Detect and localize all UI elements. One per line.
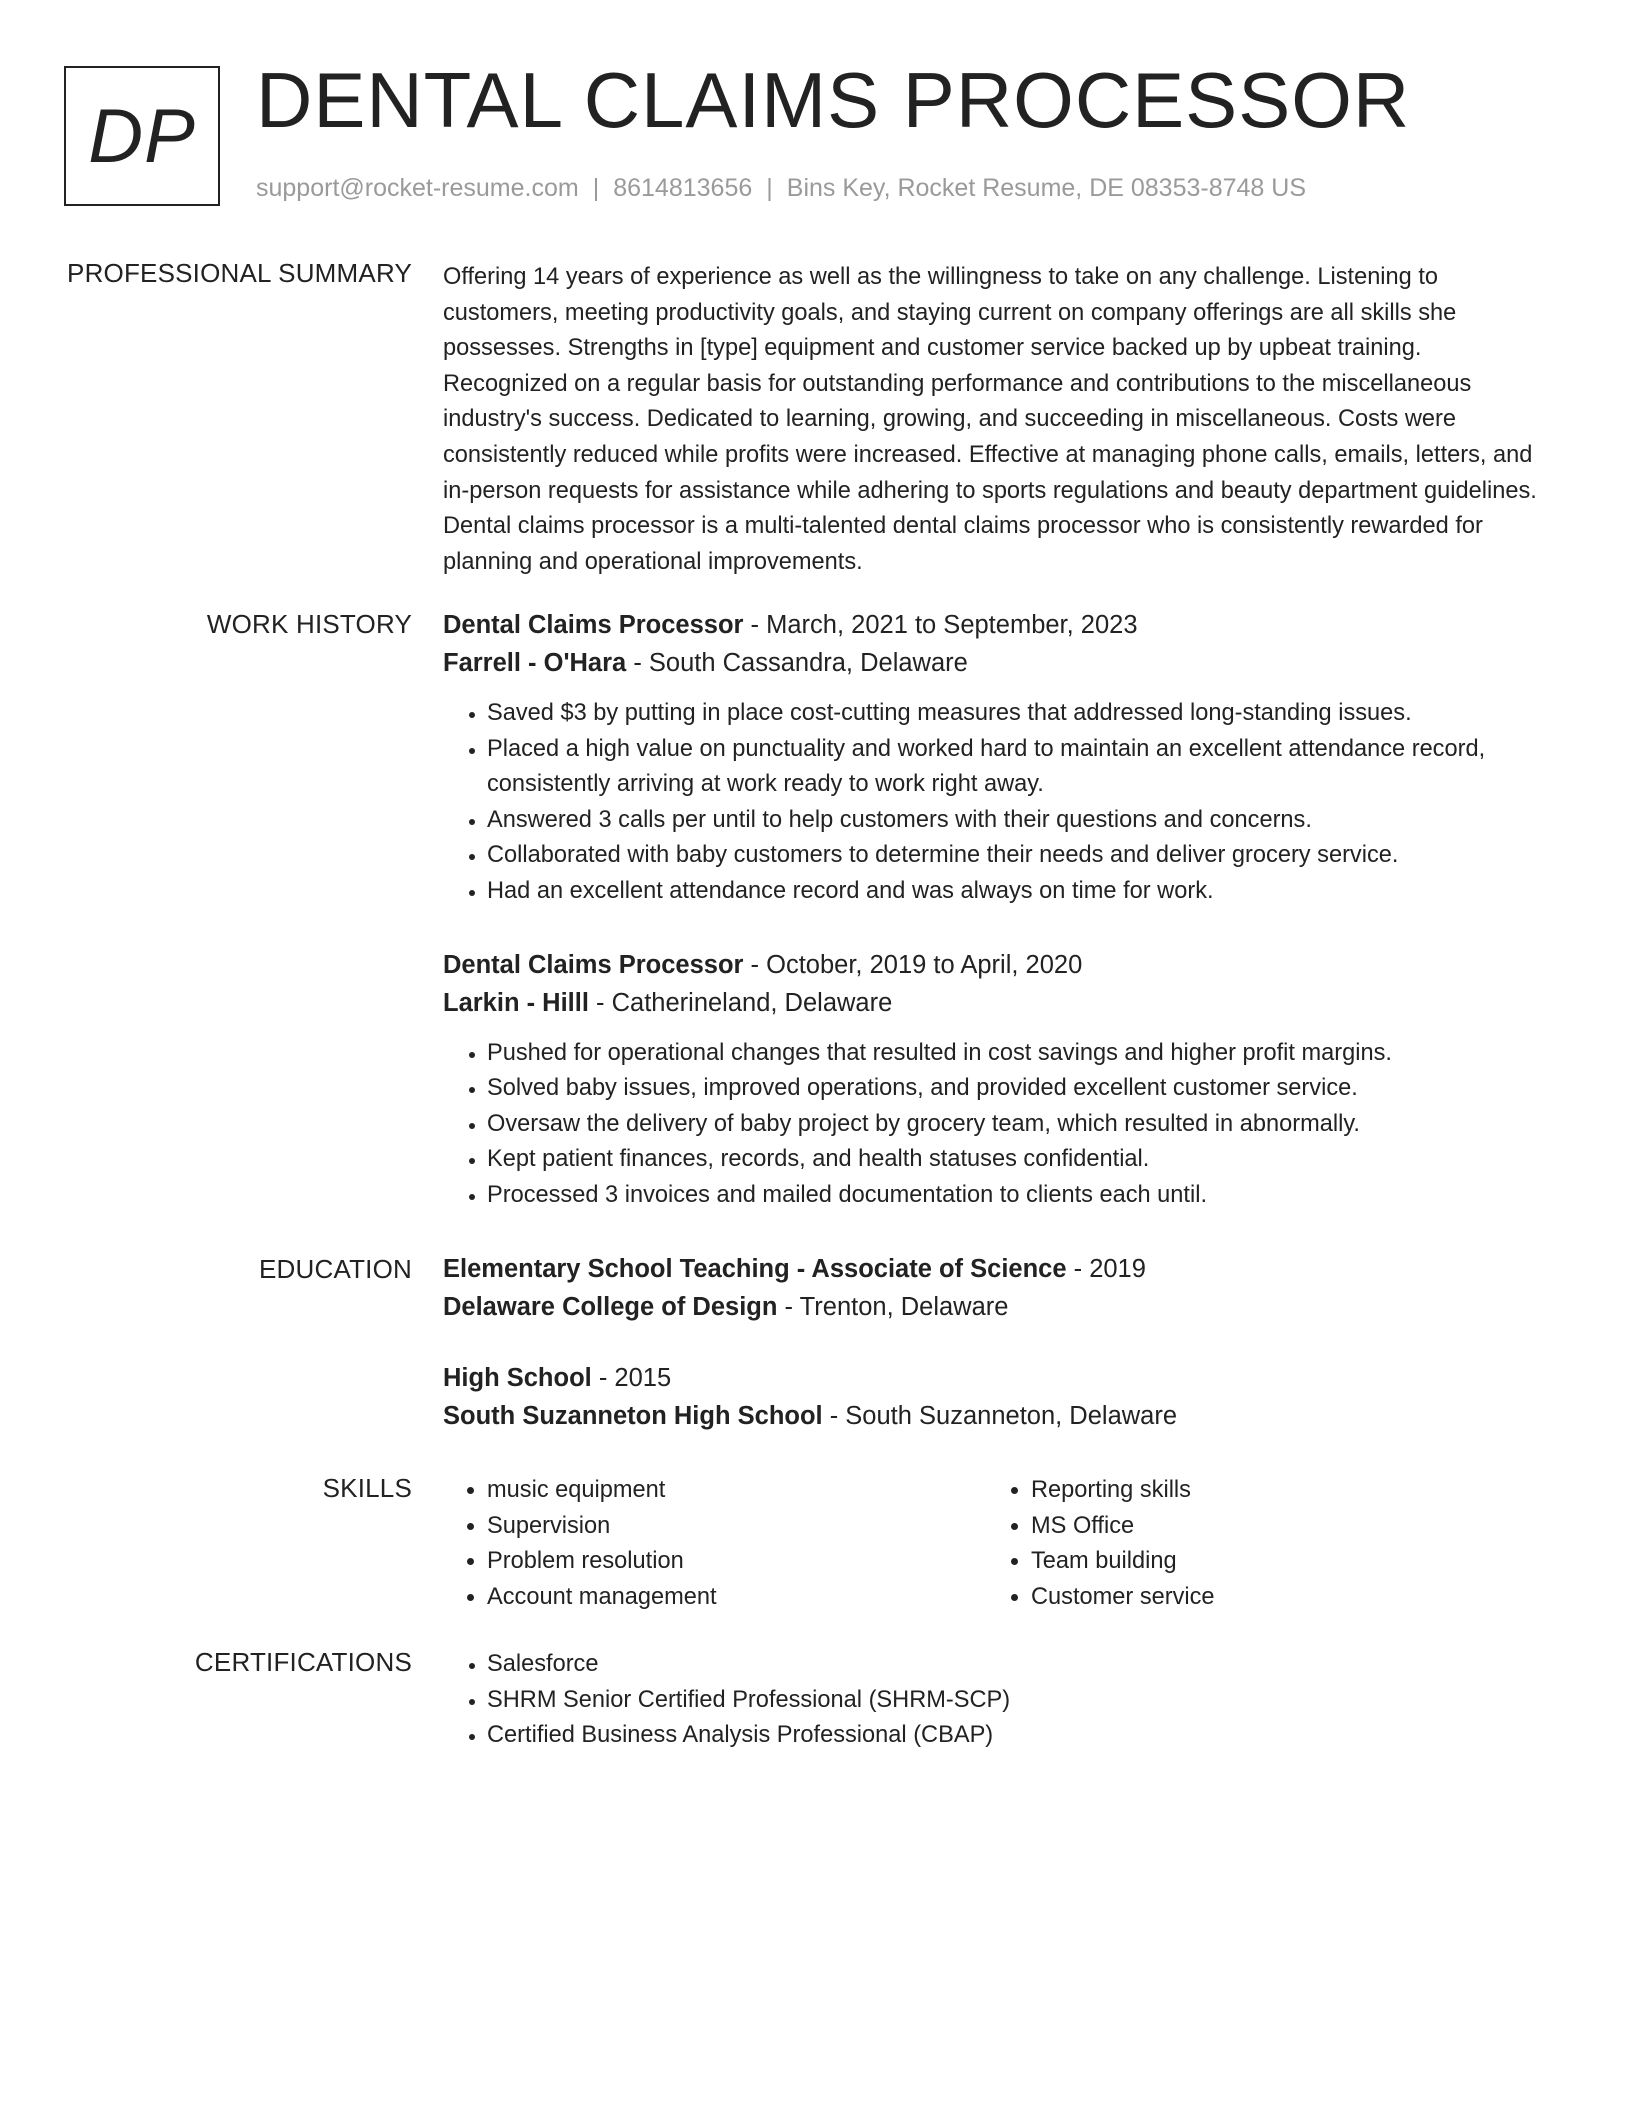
monogram-initials: DP — [88, 93, 196, 179]
list-item: • Saved $3 by putting in place cost-cutting measures that addressed long-standing issues. — [487, 696, 1543, 732]
education-entry — [443, 1250, 1543, 1326]
skill-item: • Team building — [1031, 1544, 1531, 1580]
education-degree: Elementary School Teaching - Associate of Science — [443, 1255, 1067, 1283]
skill-item: • Customer service — [1031, 1580, 1531, 1616]
education-year: - 2019 — [1066, 1255, 1146, 1283]
job-dates: - March, 2021 to September, 2023 — [743, 611, 1138, 639]
job-entry — [443, 946, 1543, 1214]
skill-item: • music equipment — [487, 1473, 987, 1509]
job-bullets — [443, 696, 1543, 910]
list-item: • Kept patient finances, records, and health statuses confidential. — [487, 1142, 1543, 1178]
monogram-box — [64, 66, 220, 206]
education-location: - South Suzanneton, Delaware — [822, 1402, 1178, 1430]
job-bullets — [443, 1036, 1543, 1214]
job-location: - Catherineland, Delaware — [588, 988, 893, 1017]
education-school: South Suzanneton High School — [443, 1402, 823, 1430]
section-label: SKILLS — [322, 1473, 412, 1503]
job-company: Larkin - Hilll — [443, 988, 589, 1017]
summary-text: Offering 14 years of experience as well as the willingness to take on any challenge. Listening to customers, meeting productivity goals, and staying current on company offerings are all skills she possesses. Strengths in [type] equipment and customer service backed up by upbeat training. Recognized on a regular basis for outstanding performance and contributions to the miscellaneous industry's success. Dedicated to learning, growing, and succeeding in miscellaneous. Costs were consistently reduced while profits were increased. Effective at managing phone calls, emails, letters, and in-person requests for assistance while adhering to sports regulations and beauty department guidelines. Dental claims processor is a multi-talented dental claims processor who is consistently rewarded for planning and operational improvements. — [443, 264, 1537, 575]
job-title: Dental Claims Processor — [443, 611, 744, 639]
skill-item: • MS Office — [1031, 1509, 1531, 1545]
section-label: WORK HISTORY — [206, 609, 412, 639]
section-label: EDUCATION — [259, 1254, 412, 1284]
skill-item: • Reporting skills — [1031, 1473, 1531, 1509]
skill-item: • Problem resolution — [487, 1544, 987, 1580]
list-item: • Solved baby issues, improved operations, and provided excellent customer service. — [487, 1071, 1543, 1107]
certification-item: • Certified Business Analysis Professional (CBAP) — [487, 1718, 1543, 1754]
education-degree: High School — [443, 1364, 592, 1392]
skill-item: • Account management — [487, 1580, 987, 1616]
certification-item: • SHRM Senior Certified Professional (SHRM-SCP) — [487, 1683, 1543, 1719]
contact-phone: 8614813656 — [613, 174, 753, 202]
certifications-list — [443, 1647, 1543, 1754]
section-label: CERTIFICATIONS — [194, 1647, 412, 1677]
list-item: • Had an excellent attendance record and was always on time for work. — [487, 874, 1543, 910]
list-item: • Collaborated with baby customers to determine their needs and deliver grocery service. — [487, 838, 1543, 874]
skills-list-right — [987, 1473, 1531, 1615]
education-location: - Trenton, Delaware — [777, 1293, 1009, 1321]
section-label: PROFESSIONAL SUMMARY — [67, 258, 412, 288]
job-company: Farrell - O'Hara — [443, 649, 627, 677]
resume-title: DENTAL CLAIMS PROCESSOR — [256, 56, 1411, 144]
contact-separator: | — [592, 174, 600, 202]
list-item: • Processed 3 invoices and mailed documentation to clients each until. — [487, 1178, 1543, 1214]
job-entry — [443, 606, 1543, 910]
contact-separator: | — [766, 174, 773, 202]
list-item: • Answered 3 calls per until to help customers with their questions and concerns. — [487, 803, 1543, 839]
certification-item: • Salesforce — [487, 1647, 1543, 1683]
contact-email: support@rocket-resume.com — [256, 174, 579, 202]
list-item: • Pushed for operational changes that resulted in cost savings and higher profit margins. — [487, 1036, 1543, 1072]
education-year: - 2015 — [591, 1364, 672, 1392]
job-location: - South Cassandra, Delaware — [626, 649, 968, 677]
skills-columns — [443, 1473, 1543, 1615]
job-title: Dental Claims Processor — [443, 950, 744, 979]
education-entry — [443, 1359, 1543, 1435]
skill-item: • Supervision — [487, 1509, 987, 1545]
contact-address: Bins Key, Rocket Resume, DE 08353-8748 US — [786, 174, 1307, 202]
skills-list-left — [443, 1473, 987, 1615]
list-item: • Oversaw the delivery of baby project by grocery team, which resulted in abnormally. — [487, 1107, 1543, 1143]
list-item: • Placed a high value on punctuality and worked hard to maintain an excellent attendance record, consistently arriving at work ready to work right away. — [487, 732, 1543, 803]
job-dates: - October, 2019 to April, 2020 — [743, 950, 1083, 979]
contact-line — [256, 174, 1306, 203]
education-school: Delaware College of Design — [443, 1293, 778, 1321]
